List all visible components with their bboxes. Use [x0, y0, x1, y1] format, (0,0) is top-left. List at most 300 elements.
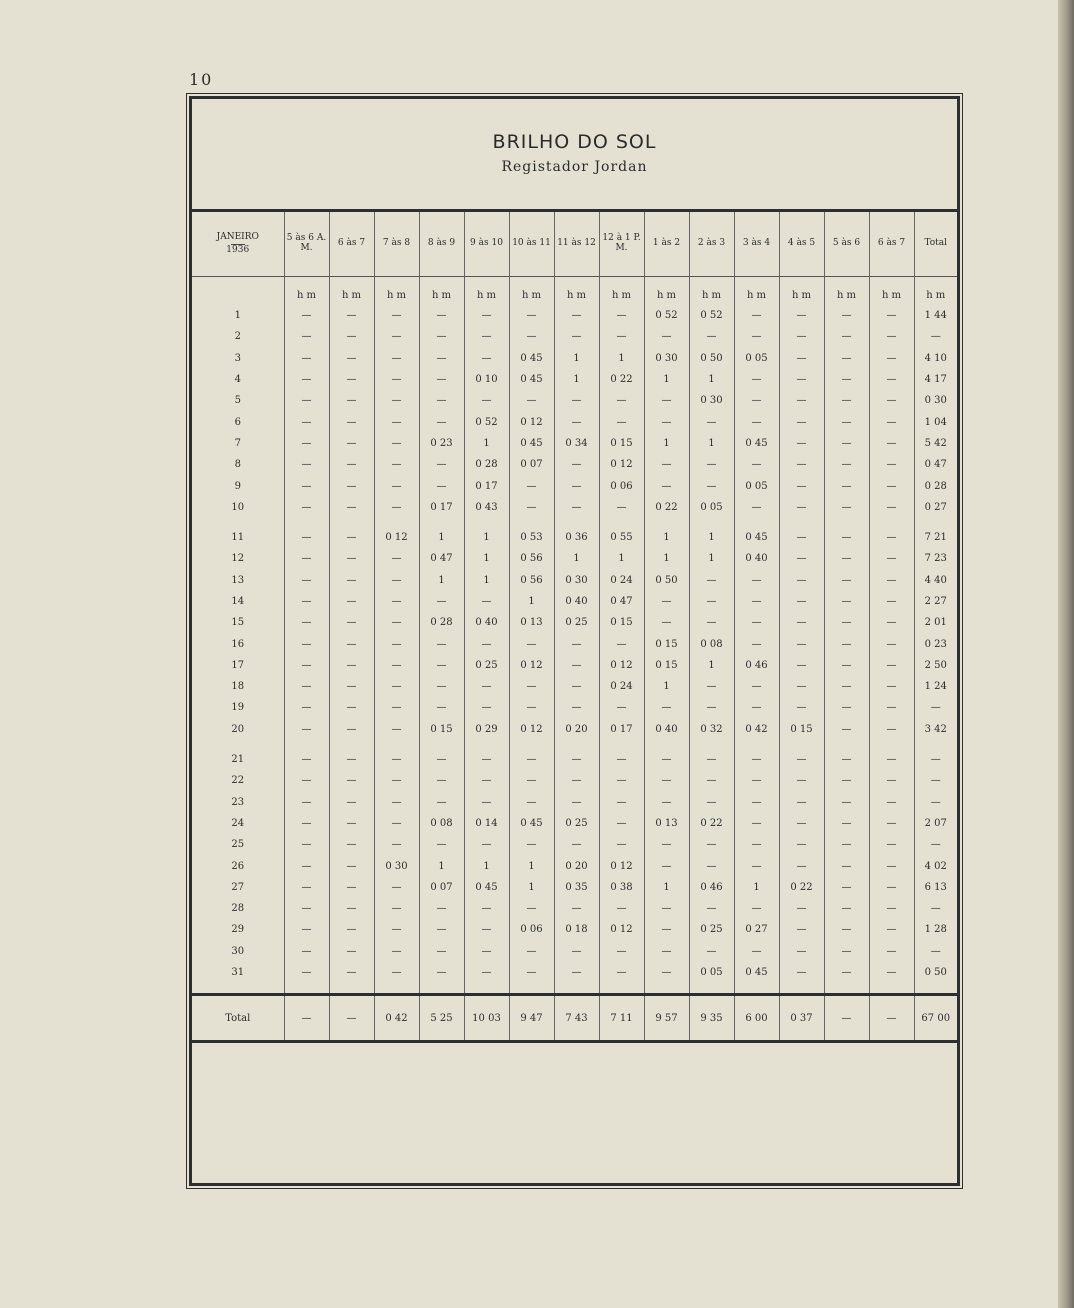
value-cell: — [779, 834, 824, 855]
table-row [192, 326, 957, 347]
value-cell: — [779, 326, 824, 347]
value-cell: — [914, 326, 957, 347]
value-cell: — [509, 305, 554, 326]
value-cell: 4 10 [914, 348, 957, 369]
value-cell: — [329, 919, 374, 940]
value-cell: — [824, 369, 869, 390]
day-cell: 31 [231, 967, 245, 979]
gap-cell [869, 740, 914, 749]
value-cell: — [734, 570, 779, 591]
value-cell: — [419, 962, 464, 983]
unit-label: h m [869, 277, 914, 306]
table-row [192, 612, 957, 633]
value-cell: — [374, 834, 419, 855]
title-area [192, 99, 957, 212]
month-label: JANEIRO [216, 231, 259, 242]
value-cell: — [779, 348, 824, 369]
column-header: 11 às 12 [554, 212, 599, 277]
day-cell: 10 [231, 501, 245, 513]
value-cell: — [824, 749, 869, 770]
total-value: — [284, 995, 329, 1042]
table-row [192, 305, 957, 326]
value-cell: — [644, 411, 689, 432]
value-cell: — [284, 411, 329, 432]
sep-cell [329, 983, 374, 995]
value-cell: — [824, 941, 869, 962]
value-cell: — [284, 305, 329, 326]
value-cell: — [554, 326, 599, 347]
value-cell: 0 05 [734, 348, 779, 369]
value-cell: — [914, 697, 957, 718]
value-cell: — [284, 655, 329, 676]
value-cell: — [779, 855, 824, 876]
value-cell: — [689, 697, 734, 718]
value-cell: 2 27 [914, 591, 957, 612]
value-cell: 1 [689, 369, 734, 390]
unit-label: h m [914, 277, 957, 306]
value-cell: 4 17 [914, 369, 957, 390]
value-cell: — [329, 855, 374, 876]
day-cell: 14 [231, 596, 245, 607]
value-cell: 0 40 [554, 591, 599, 612]
value-cell: — [869, 834, 914, 855]
day-cell: 8 [234, 459, 241, 471]
value-cell: — [644, 792, 689, 813]
value-cell: — [419, 369, 464, 390]
value-cell: — [869, 770, 914, 791]
value-cell: — [554, 834, 599, 855]
value-cell: — [554, 792, 599, 813]
value-cell: — [644, 834, 689, 855]
value-cell: — [734, 676, 779, 697]
value-cell: — [419, 749, 464, 770]
table-row [192, 834, 957, 855]
value-cell: 0 46 [689, 877, 734, 898]
value-cell: 6 13 [914, 877, 957, 898]
value-cell: 0 28 [914, 475, 957, 496]
table-row [192, 877, 957, 898]
value-cell: — [509, 941, 554, 962]
value-cell: — [329, 591, 374, 612]
value-cell: — [644, 612, 689, 633]
column-header: 12 à 1 P. M. [599, 212, 644, 277]
value-cell: — [779, 676, 824, 697]
value-cell: 0 15 [599, 612, 644, 633]
gap-cell [554, 518, 599, 527]
value-cell: — [599, 411, 644, 432]
sunshine-table [192, 212, 957, 1043]
value-cell: — [734, 749, 779, 770]
value-cell: — [464, 792, 509, 813]
value-cell: 0 36 [554, 527, 599, 548]
value-cell: — [554, 633, 599, 654]
value-cell: 0 18 [554, 919, 599, 940]
value-cell: 0 20 [554, 855, 599, 876]
value-cell: — [509, 792, 554, 813]
value-cell: 0 25 [464, 655, 509, 676]
value-cell: 1 [644, 527, 689, 548]
value-cell: — [374, 326, 419, 347]
total-value: 7 43 [554, 995, 599, 1042]
value-cell: 1 [419, 570, 464, 591]
value-cell: — [779, 591, 824, 612]
value-cell: — [779, 527, 824, 548]
value-cell: — [329, 655, 374, 676]
page-subtitle: Registador Jordan [501, 159, 648, 175]
value-cell: 0 24 [599, 570, 644, 591]
value-cell: — [779, 813, 824, 834]
value-cell: — [284, 612, 329, 633]
value-cell: — [554, 770, 599, 791]
value-cell: 0 47 [419, 548, 464, 569]
value-cell: — [734, 813, 779, 834]
value-cell: 0 10 [464, 369, 509, 390]
total-value: 5 25 [419, 995, 464, 1042]
value-cell: — [689, 676, 734, 697]
gap-cell [464, 518, 509, 527]
value-cell: — [734, 411, 779, 432]
value-cell: — [554, 454, 599, 475]
value-cell: 0 12 [599, 919, 644, 940]
value-cell: 0 47 [914, 454, 957, 475]
value-cell: 0 28 [419, 612, 464, 633]
value-cell: — [374, 655, 419, 676]
value-cell: — [419, 676, 464, 697]
column-header: 5 às 6 A. M. [284, 212, 329, 277]
value-cell: — [644, 326, 689, 347]
value-cell: — [374, 962, 419, 983]
value-cell: — [329, 411, 374, 432]
value-cell: — [374, 898, 419, 919]
value-cell: — [779, 390, 824, 411]
value-cell: 5 42 [914, 433, 957, 454]
table-row [192, 497, 957, 518]
value-cell: — [374, 676, 419, 697]
value-cell: — [869, 433, 914, 454]
value-cell: — [599, 390, 644, 411]
value-cell: — [824, 475, 869, 496]
value-cell: 0 50 [644, 570, 689, 591]
column-header: 9 às 10 [464, 212, 509, 277]
sep-cell [192, 983, 284, 995]
value-cell: — [509, 390, 554, 411]
column-header: 6 às 7 [329, 212, 374, 277]
unit-label: h m [284, 277, 329, 306]
value-cell: — [464, 633, 509, 654]
table-row [192, 655, 957, 676]
value-cell: — [509, 962, 554, 983]
table-row [192, 855, 957, 876]
value-cell: 1 [599, 548, 644, 569]
value-cell: — [734, 369, 779, 390]
day-cell: 13 [231, 574, 245, 586]
total-label: Total [192, 995, 284, 1042]
value-cell: — [734, 834, 779, 855]
total-value: 0 42 [374, 995, 419, 1042]
column-header: 10 às 11 [509, 212, 554, 277]
value-cell: — [464, 348, 509, 369]
value-cell: — [329, 527, 374, 548]
value-cell: — [419, 770, 464, 791]
gap-cell [824, 518, 869, 527]
value-cell: — [329, 877, 374, 898]
unit-label: h m [599, 277, 644, 306]
gap-cell [644, 740, 689, 749]
value-cell: — [779, 919, 824, 940]
value-cell: 1 [554, 369, 599, 390]
value-cell: — [329, 898, 374, 919]
value-cell: 0 30 [689, 390, 734, 411]
gap-cell [599, 518, 644, 527]
value-cell: 1 [464, 855, 509, 876]
value-cell: 1 [509, 591, 554, 612]
value-cell: 0 56 [509, 570, 554, 591]
day-cell: 4 [234, 374, 241, 386]
value-cell: 0 40 [464, 612, 509, 633]
table-row [192, 591, 957, 612]
value-cell: 0 06 [599, 475, 644, 496]
value-cell: 0 12 [374, 527, 419, 548]
value-cell: — [689, 454, 734, 475]
value-cell: — [824, 898, 869, 919]
value-cell: — [374, 792, 419, 813]
day-cell: 11 [231, 532, 245, 544]
sep-cell [644, 983, 689, 995]
value-cell: — [329, 475, 374, 496]
value-cell: 0 06 [509, 919, 554, 940]
value-cell: 4 40 [914, 570, 957, 591]
value-cell: — [644, 749, 689, 770]
table-row [192, 411, 957, 432]
value-cell: — [824, 855, 869, 876]
sep-cell [824, 983, 869, 995]
value-cell: — [824, 770, 869, 791]
table-row [192, 676, 957, 697]
page-title: BRILHO DO SOL [492, 131, 657, 153]
value-cell: — [644, 855, 689, 876]
column-header: 7 às 8 [374, 212, 419, 277]
value-cell: — [374, 548, 419, 569]
sep-cell [914, 983, 957, 995]
table-row [192, 962, 957, 983]
value-cell: — [869, 655, 914, 676]
value-cell: — [374, 497, 419, 518]
value-cell: — [734, 898, 779, 919]
value-cell: — [599, 497, 644, 518]
value-cell: 2 50 [914, 655, 957, 676]
value-cell: — [284, 813, 329, 834]
page-number: 10 [189, 70, 214, 89]
gap-cell [329, 518, 374, 527]
value-cell: — [464, 770, 509, 791]
day-cell: 22 [231, 775, 245, 787]
value-cell: — [734, 305, 779, 326]
column-header: 3 às 4 [734, 212, 779, 277]
column-header: 5 às 6 [824, 212, 869, 277]
month-header [192, 212, 284, 277]
value-cell: — [689, 475, 734, 496]
value-cell: — [374, 612, 419, 633]
day-cell: 19 [231, 702, 245, 714]
total-value: — [329, 995, 374, 1042]
value-cell: — [824, 962, 869, 983]
value-cell: — [374, 591, 419, 612]
value-cell: — [644, 941, 689, 962]
value-cell: — [644, 919, 689, 940]
value-cell: — [284, 591, 329, 612]
day-cell: 9 [234, 480, 241, 492]
value-cell: — [284, 633, 329, 654]
day-cell: 24 [231, 817, 245, 829]
value-cell: 1 [599, 348, 644, 369]
value-cell: 0 53 [509, 527, 554, 548]
value-cell: — [869, 855, 914, 876]
value-cell: — [509, 497, 554, 518]
value-cell: — [509, 697, 554, 718]
value-cell: — [734, 941, 779, 962]
value-cell: — [869, 919, 914, 940]
value-cell: — [464, 676, 509, 697]
table-row [192, 898, 957, 919]
value-cell: — [554, 411, 599, 432]
gap-cell [599, 740, 644, 749]
value-cell: — [689, 749, 734, 770]
value-cell: 0 52 [689, 305, 734, 326]
table-row [192, 527, 957, 548]
value-cell: — [824, 570, 869, 591]
value-cell: — [509, 326, 554, 347]
value-cell: — [284, 719, 329, 740]
value-cell: 1 04 [914, 411, 957, 432]
value-cell: — [869, 591, 914, 612]
value-cell: 0 12 [599, 655, 644, 676]
value-cell: — [599, 941, 644, 962]
value-cell: — [869, 527, 914, 548]
value-cell: — [824, 633, 869, 654]
column-header: 4 às 5 [779, 212, 824, 277]
gap-cell [509, 740, 554, 749]
value-cell: 0 52 [644, 305, 689, 326]
value-cell: — [869, 348, 914, 369]
value-cell: — [419, 591, 464, 612]
sep-cell [374, 983, 419, 995]
value-cell: 1 [419, 855, 464, 876]
value-cell: — [689, 591, 734, 612]
value-cell: — [284, 676, 329, 697]
gap-cell [464, 740, 509, 749]
value-cell: 0 08 [689, 633, 734, 654]
gap-cell [329, 740, 374, 749]
value-cell: — [419, 898, 464, 919]
year-label: 1936 [226, 244, 250, 255]
value-cell: — [284, 369, 329, 390]
value-cell: — [419, 697, 464, 718]
value-cell: — [374, 305, 419, 326]
value-cell: — [779, 369, 824, 390]
table-row [192, 433, 957, 454]
value-cell: — [824, 305, 869, 326]
value-cell: 0 50 [914, 962, 957, 983]
value-cell: 0 45 [509, 813, 554, 834]
value-cell: 0 40 [734, 548, 779, 569]
table-row [192, 475, 957, 496]
value-cell: — [284, 570, 329, 591]
value-cell: 0 38 [599, 877, 644, 898]
value-cell: 0 15 [644, 633, 689, 654]
value-cell: — [329, 676, 374, 697]
value-cell: 1 [464, 548, 509, 569]
value-cell: — [824, 676, 869, 697]
value-cell: — [914, 770, 957, 791]
value-cell: — [554, 475, 599, 496]
value-cell: 0 25 [554, 612, 599, 633]
value-cell: — [509, 834, 554, 855]
value-cell: — [419, 919, 464, 940]
value-cell: 1 [644, 676, 689, 697]
value-cell: — [284, 877, 329, 898]
value-cell: 1 [644, 369, 689, 390]
value-cell: — [824, 497, 869, 518]
total-value: 9 35 [689, 995, 734, 1042]
gap-cell [554, 740, 599, 749]
value-cell: 0 56 [509, 548, 554, 569]
value-cell: — [824, 877, 869, 898]
value-cell: 1 [689, 433, 734, 454]
value-cell: 0 12 [599, 855, 644, 876]
value-cell: — [419, 348, 464, 369]
value-cell: 2 01 [914, 612, 957, 633]
value-cell: — [599, 813, 644, 834]
value-cell: 0 55 [599, 527, 644, 548]
gap-cell [509, 518, 554, 527]
value-cell: — [509, 475, 554, 496]
value-cell: — [824, 348, 869, 369]
value-cell: — [374, 919, 419, 940]
value-cell: — [869, 548, 914, 569]
value-cell: 0 43 [464, 497, 509, 518]
value-cell: 3 42 [914, 719, 957, 740]
value-cell: — [914, 749, 957, 770]
day-cell: 5 [234, 395, 241, 407]
value-cell: 4 02 [914, 855, 957, 876]
value-cell: — [329, 433, 374, 454]
unit-label: h m [779, 277, 824, 306]
value-cell: — [644, 770, 689, 791]
value-cell: — [419, 475, 464, 496]
value-cell: 1 [644, 433, 689, 454]
value-cell: — [554, 749, 599, 770]
value-cell: — [824, 813, 869, 834]
unit-label: h m [374, 277, 419, 306]
value-cell: 0 45 [464, 877, 509, 898]
value-cell: — [464, 591, 509, 612]
value-cell: 0 34 [554, 433, 599, 454]
gap-cell [779, 518, 824, 527]
table-row [192, 390, 957, 411]
gap-cell [192, 740, 284, 749]
total-value: — [824, 995, 869, 1042]
value-cell: 0 27 [734, 919, 779, 940]
value-cell: — [824, 834, 869, 855]
value-cell: — [824, 792, 869, 813]
value-cell: — [824, 719, 869, 740]
value-cell: — [734, 612, 779, 633]
table-row [192, 633, 957, 654]
value-cell: — [329, 941, 374, 962]
value-cell: — [914, 941, 957, 962]
header-row [192, 212, 957, 277]
value-cell: — [284, 941, 329, 962]
